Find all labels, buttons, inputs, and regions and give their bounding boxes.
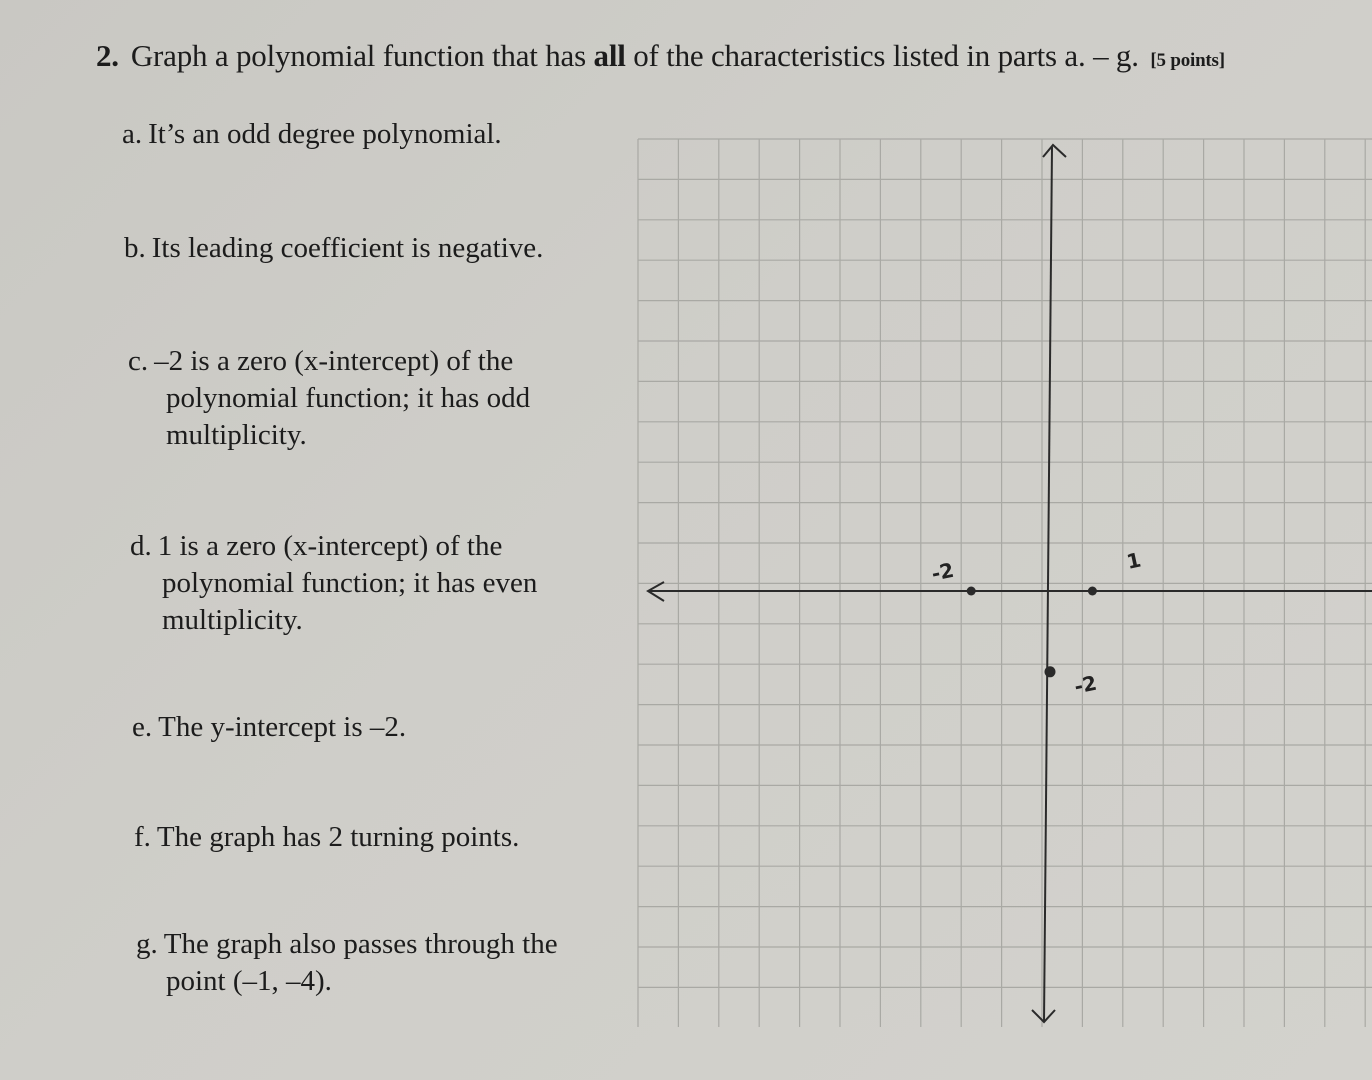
part-c	[128, 343, 530, 454]
part-label: e.	[132, 711, 153, 743]
plotted-point	[1088, 587, 1097, 596]
title-text-after: of the characteristics listed in parts a. – g.	[625, 38, 1139, 73]
part-label: f.	[134, 821, 151, 853]
part-text: point (–1, –4).	[166, 965, 332, 997]
part-text: 1 is a zero (x-intercept) of the	[157, 530, 503, 562]
handwritten-label: 1	[1124, 547, 1144, 574]
x-axis-arrow-left	[648, 582, 664, 601]
part-d	[130, 528, 537, 639]
part-text: polynomial function; it has even	[162, 567, 538, 599]
part-text: The graph has 2 turning points.	[156, 821, 520, 853]
y-axis-arrow-down	[1032, 1010, 1055, 1022]
graph-marks	[929, 548, 1143, 699]
part-g	[136, 926, 558, 1000]
part-text: –2 is a zero (x-intercept) of the	[154, 345, 514, 377]
part-label: c.	[128, 345, 149, 377]
handwritten-label: -2	[1072, 670, 1099, 699]
y-axis	[1044, 147, 1052, 1022]
part-f	[134, 819, 519, 856]
points-badge: [5 points]	[1150, 50, 1225, 71]
title-text-bold: all	[593, 38, 626, 73]
part-text: multiplicity.	[166, 419, 307, 451]
problem-title	[96, 38, 1225, 74]
part-e	[132, 709, 406, 746]
problem-number: 2.	[96, 38, 119, 73]
part-text: polynomial function; it has odd	[166, 382, 531, 414]
part-text: The graph also passes through the	[163, 928, 558, 960]
part-text: multiplicity.	[162, 604, 303, 636]
part-text: Its leading coefficient is negative.	[151, 232, 544, 264]
plotted-point	[1045, 666, 1056, 677]
title-text-before: Graph a polynomial function that has	[130, 38, 594, 73]
y-axis-arrow-up	[1043, 145, 1066, 157]
part-label: g.	[136, 928, 158, 960]
part-label: d.	[130, 530, 152, 562]
part-label: a.	[122, 118, 143, 150]
handwritten-label: -2	[929, 557, 956, 586]
part-a	[122, 116, 502, 153]
graph-axes	[648, 145, 1372, 1022]
plotted-point	[967, 587, 976, 596]
part-label: b.	[124, 232, 146, 264]
part-text: It’s an odd degree polynomial.	[148, 118, 502, 150]
part-text: The y-intercept is –2.	[158, 711, 407, 743]
part-b	[124, 230, 543, 267]
graph-grid	[638, 139, 1372, 1027]
